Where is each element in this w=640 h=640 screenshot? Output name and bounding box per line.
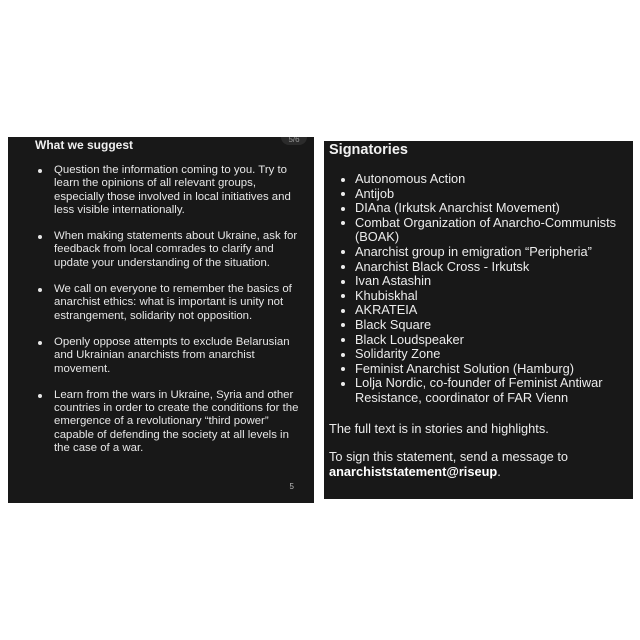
- signatory-item: Combat Organization of Anarcho-Communists (BOAK): [351, 216, 625, 245]
- suggestion-item: We call on everyone to remember the basics of anarchist ethics: what is important is unity not estrangement, solidarity not opposition.: [35, 283, 304, 323]
- signatory-item: Lolja Nordic, co-founder of Feminist Antiwar Resistance, coordinator of FAR Vienn: [351, 376, 625, 405]
- full-text-note: The full text is in stories and highlights.: [329, 420, 549, 436]
- signatories-panel: [324, 141, 633, 499]
- suggestions-panel: [8, 137, 314, 503]
- signatory-item: Solidarity Zone: [351, 347, 625, 362]
- signatories-list: [329, 172, 625, 406]
- suggestions-list: [35, 164, 304, 455]
- suggestions-heading: What we suggest: [35, 138, 134, 152]
- signatory-item: Anarchist Black Cross - Irkutsk: [351, 260, 625, 275]
- contact-email: anarchiststatement@riseup: [329, 463, 498, 479]
- suggestion-item: Learn from the wars in Ukraine, Syria and other countries in order to create the conditions for the emergence of a revolutionary “third power” capable of defending the society at all levels in the case of a war.: [35, 389, 304, 455]
- suggestion-item: Question the information coming to you. Try to learn the opinions of all relevant groups, especially those involved in local initiatives and less visible internationally.: [35, 164, 304, 217]
- signatory-item: Anarchist group in emigration “Peripheria”: [351, 245, 625, 260]
- sign-instructions-text: To sign this statement, send a message to: [329, 448, 569, 464]
- signatory-item: Feminist Anarchist Solution (Hamburg): [351, 362, 625, 377]
- signatory-item: DIAna (Irkutsk Anarchist Movement): [351, 201, 625, 216]
- signatory-item: Antijob: [351, 187, 625, 202]
- signatory-item: Khubiskhal: [351, 289, 625, 304]
- signatory-item: Autonomous Action: [351, 172, 625, 187]
- page-indicator-badge: 5/6: [281, 137, 307, 145]
- suggestion-item: When making statements about Ukraine, ask for feedback from local comrades to clarify and update your understanding of the situation.: [35, 230, 304, 270]
- signatory-item: Black Square: [351, 318, 625, 333]
- signatory-item: Ivan Astashin: [351, 274, 625, 289]
- signatory-item: AKRATEIA: [351, 303, 625, 318]
- signatories-heading: Signatories: [329, 142, 408, 158]
- signatory-item: Black Loudspeaker: [351, 333, 625, 348]
- suggestion-item: Openly oppose attempts to exclude Belarusian and Ukrainian anarchists from anarchist movement.: [35, 336, 304, 376]
- page-number: 5: [289, 482, 294, 491]
- sign-instructions: [329, 449, 625, 479]
- sign-instructions-end: .: [497, 463, 501, 479]
